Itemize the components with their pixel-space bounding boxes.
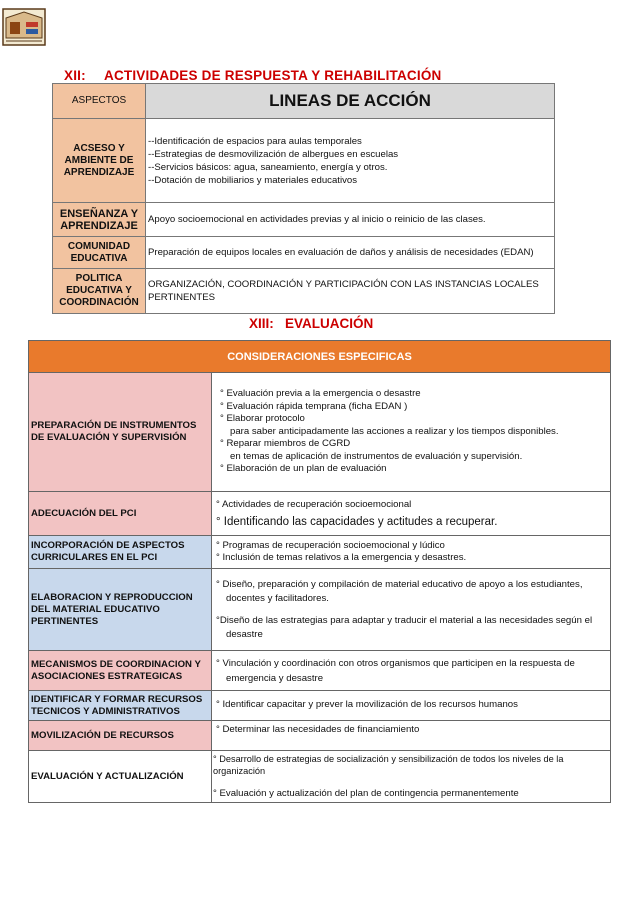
list-item: --Dotación de mobiliarios y materiales educativos: [148, 174, 358, 186]
aspect-cell: ENSEÑANZA Y APRENDIZAJE: [53, 203, 146, 237]
list-item: PERTINENTES: [148, 292, 215, 303]
row-content: [212, 569, 611, 651]
action-lines-header: LINEAS DE ACCIÓN: [146, 84, 555, 119]
aspect-cell: ACSESO Y AMBIENTE DE APRENDIZAJE: [53, 119, 146, 203]
list-item: ° Reparar miembros de CGRD: [220, 438, 351, 450]
action-lines-table: [52, 83, 555, 314]
table-row: [29, 536, 611, 569]
specific-considerations-header: CONSIDERACIONES ESPECIFICAS: [29, 341, 611, 373]
action-lines-cell: [146, 237, 555, 269]
row-content: [212, 536, 611, 569]
list-item: ° Identificando las capacidades y actitudes a recuperar.: [216, 515, 498, 528]
table-row: [53, 203, 555, 237]
list-item: ° Evaluación y actualización del plan de contingencia permanentemente: [213, 787, 519, 799]
list-item: ° Diseño, preparación y compilación de material educativo de apoyo a los estudiantes,: [216, 578, 583, 590]
list-item: ° Determinar las necesidades de financiamiento: [216, 724, 420, 735]
evaluation-table: [28, 340, 611, 803]
row-content: [212, 691, 611, 721]
row-content: [212, 651, 611, 691]
table-row: [29, 492, 611, 536]
action-lines-cell: [146, 119, 555, 203]
list-item: ° Identificar capacitar y prever la movilización de los recursos humanos: [216, 699, 518, 711]
row-content: [212, 751, 611, 803]
list-item: docentes y facilitadores.: [226, 592, 329, 604]
row-label: INCORPORACIÓN DE ASPECTOS CURRICULARES EN EL PCI: [29, 536, 212, 569]
table-row: [53, 269, 555, 314]
action-lines-cell: [146, 203, 555, 237]
list-item: ° Inclusión de temas relativos a la emergencia y desastres.: [216, 552, 467, 563]
section-13-text: EVALUACIÓN: [285, 316, 374, 331]
table-row: [53, 237, 555, 269]
section-12-title: [64, 68, 442, 83]
section-12-number: XII:: [64, 68, 86, 83]
section-12-text: ACTIVIDADES DE RESPUESTA Y REHABILITACIÓN: [104, 68, 442, 83]
table-header-row: [53, 84, 555, 119]
row-label: MECANISMOS DE COORDINACION Y ASOCIACIONES ESTRATEGICAS: [29, 651, 212, 691]
list-item: ° Vinculación y coordinación con otros organismos que participen en la respuesta de: [216, 657, 575, 669]
list-item: emergencia y desastre: [226, 672, 324, 684]
list-item: °Diseño de las estrategias para adaptar y traducir el material a las necesidades según el: [216, 614, 593, 626]
row-label: IDENTIFICAR Y FORMAR RECURSOS TECNICOS Y ADMINISTRATIVOS: [29, 691, 212, 721]
section-13-number: XIII:: [249, 316, 274, 331]
row-label: ELABORACION Y REPRODUCCION DEL MATERIAL EDUCATIVO PERTINENTES: [29, 569, 212, 651]
aspects-header-label: ASPECTOS: [71, 95, 127, 106]
list-item: para saber anticipadamente las acciones a realizar y los tiempos disponibles.: [230, 425, 559, 437]
table-row: [29, 373, 611, 492]
list-item: Preparación de equipos locales en evaluación de daños y análisis de necesidades (EDAN): [148, 247, 534, 258]
list-item: ORGANIZACIÓN, COORDINACIÓN Y PARTICIPACIÓN CON LAS INSTANCIAS LOCALES: [148, 279, 539, 290]
list-item: ° Desarrollo de estrategias de socialización y sensibilización de todos los niveles de la organización: [213, 753, 564, 777]
row-label: MOVILIZACIÓN DE RECURSOS: [29, 721, 212, 751]
list-item: ° Evaluación rápida temprana (ficha EDAN ): [220, 400, 408, 412]
list-item: desastre: [226, 628, 263, 640]
table-row: [29, 751, 611, 803]
aspect-cell: COMUNIDAD EDUCATIVA: [53, 237, 146, 269]
table-header-row: [29, 341, 611, 373]
list-item: Apoyo socioemocional en actividades previas y al inicio o reinicio de las clases.: [148, 214, 486, 225]
list-item: ° Actividades de recuperación socioemocional: [216, 499, 412, 510]
table-row: [29, 569, 611, 651]
row-label: EVALUACIÓN Y ACTUALIZACIÓN: [29, 751, 212, 803]
list-item: --Servicios básicos: agua, saneamiento, energía y otros.: [148, 161, 388, 173]
section-13-title: [249, 316, 373, 331]
list-item: ° Elaboración de un plan de evaluación: [220, 463, 387, 475]
aspects-header: [53, 84, 146, 119]
list-item: ° Evaluación previa a la emergencia o desastre: [220, 388, 421, 400]
table-row: [53, 119, 555, 203]
table-row: [29, 651, 611, 691]
list-item: en temas de aplicación de instrumentos de evaluación y supervisión.: [230, 450, 523, 462]
row-content: [212, 721, 611, 751]
list-item: ° Programas de recuperación socioemocional y lúdico: [216, 539, 445, 551]
action-lines-cell: [146, 269, 555, 314]
aspect-cell: POLITICA EDUCATIVA Y COORDINACIÓN: [53, 269, 146, 314]
row-label: ADECUACIÓN DEL PCI: [29, 492, 212, 536]
table-row: [29, 721, 611, 751]
row-label: PREPARACIÓN DE INSTRUMENTOS DE EVALUACIÓN Y SUPERVISIÓN: [29, 373, 212, 492]
school-seal-logo: [2, 8, 46, 46]
row-content: [212, 492, 611, 536]
list-item: ° Elaborar protocolo: [220, 413, 305, 425]
row-content: [212, 373, 611, 492]
table-row: [29, 691, 611, 721]
list-item: --Estrategias de desmovilización de albergues en escuelas: [148, 148, 399, 160]
list-item: --Identificación de espacios para aulas temporales: [148, 135, 362, 147]
